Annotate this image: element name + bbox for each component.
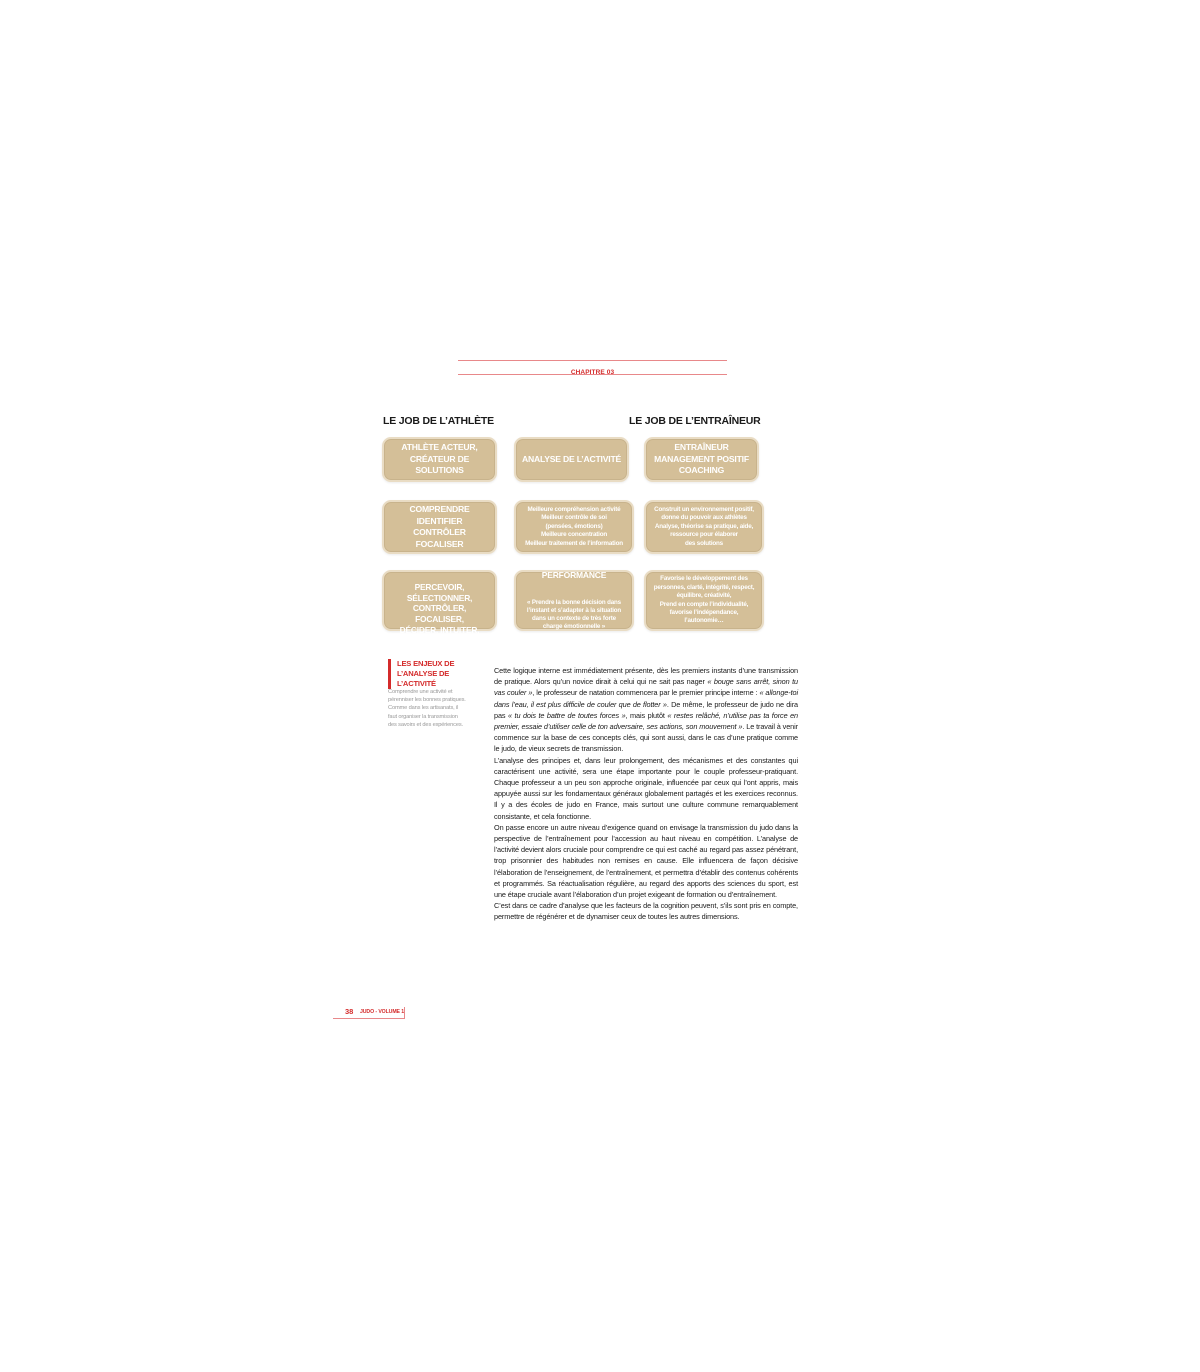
box-athlete-training bbox=[382, 555, 497, 646]
box-understand-text: COMPRENDRE IDENTIFIER CONTRÔLER FOCALISER bbox=[409, 504, 470, 549]
box-athlete-training-intro: S’entraîne, se prépare pour : bbox=[392, 555, 487, 565]
box-athlete-actor bbox=[382, 437, 497, 482]
p1-text-d: , mais plutôt bbox=[625, 710, 668, 720]
box-coach-development-text: Favorise le développement des personnes, clarté, intégrité, respect, équilibre, créativité, Prend en compte l’individualité, favorise l’indépendance, l’autonomie… bbox=[653, 575, 755, 625]
sidebar-heading bbox=[388, 659, 470, 689]
page-footer bbox=[333, 1007, 405, 1019]
page-number: 38 bbox=[345, 1007, 354, 1016]
publication-name: JUDO - VOLUME 1 bbox=[360, 1009, 405, 1015]
p1-text-b: , le professeur de natation commencera par le premier principe interne : bbox=[532, 688, 760, 698]
box-benefits bbox=[514, 500, 634, 554]
p1-text-a: Cette logique interne est immédiatement présente, dès les premiers instants d’une transmission de pratique. Alors qu’un novice dirait à celui qui ne sait pas nager bbox=[494, 666, 798, 687]
sidebar-heading-text: LES ENJEUX DE L’ANALYSE DE L’ACTIVITÉ bbox=[397, 659, 455, 688]
box-coach-management bbox=[644, 437, 759, 482]
box-performance bbox=[514, 570, 634, 631]
box-activity-analysis bbox=[514, 437, 629, 482]
p1-quote-4: « restes relâché, n’utilise pas ta force en premier, essaie d’utiliser celle de ton adversaire, ses actions, son mouvement » bbox=[494, 710, 798, 732]
box-coach-environment-text: Construit un environnement positif, donne du pouvoir aux athlètes Analyse, théorise sa pratique, aide, ressource pour élaborer des solutions bbox=[654, 505, 754, 547]
box-benefits-text: Meilleure compréhension activité Meilleur contrôle de soi (pensées, émotions) Meilleure concentration Meilleur traitement de l’information bbox=[525, 505, 623, 547]
box-coach-environment bbox=[644, 500, 764, 554]
paragraph-1 bbox=[494, 665, 798, 755]
paragraph-4: C’est dans ce cadre d’analyse que les facteurs de la cognition peuvent, s’ils sont pris en compte, permettre de régénérer et de dynamiser ceux de toutes les autres dimensions. bbox=[494, 901, 798, 922]
box-performance-content bbox=[527, 552, 621, 649]
chapter-label: CHAPITRE 03 bbox=[570, 369, 615, 376]
box-performance-quote: « Prendre la bonne décision dans l’instant et s’adapter à la situation dans un contexte de très forte charge émotionnelle » bbox=[526, 599, 622, 630]
sidebar-note: Comprendre une activité et pérenniser les bonnes pratiques. Comme dans les artisanats, il faut organiser la transmission des savoirs et des expériences. bbox=[388, 689, 466, 728]
chapter-header bbox=[458, 360, 727, 375]
box-athlete-training-content bbox=[388, 537, 491, 664]
box-performance-title: PERFORMANCE bbox=[541, 570, 607, 580]
p1-text-c: . De même, le professeur de judo ne dira pas bbox=[494, 699, 798, 720]
p1-quote-2: « allonge-toi dans l’eau, il est plus difficile de couler que de flotter » bbox=[494, 688, 798, 709]
box-coach-management-text: ENTRAÎNEUR MANAGEMENT POSITIF COACHING bbox=[654, 442, 749, 476]
athlete-job-title: LE JOB DE L’ATHLÈTE bbox=[383, 415, 494, 427]
box-activity-analysis-text: ANALYSE DE L’ACTIVITÉ bbox=[521, 453, 622, 464]
p1-quote-1: « bouge sans arrêt, sinon tu vas couler » bbox=[494, 677, 798, 698]
p1-quote-3: « tu dois te battre de toutes forces » bbox=[508, 710, 626, 720]
paragraph-3: On passe encore un autre niveau d’exigence quand on envisage la transmission du judo dans la perspective de l’entraînement pour l’accession au haut niveau en compétition. L’analyse de l’activité devient alors cruciale pour comprendre ce qui est caché au regard pas assez pénétrant, trop prisonnier des habitudes non remises en cause. Elle influencera de façon décisive l’élaboration de l’enseignement, de l’entraînement, et permettra d’établir des contenus cohérents et programmés. Sa réactualisation régulière, au regard des apports des sciences du sport, est une étape cruciale avant l’élaboration d’un projet exigeant de formation ou d’entraînement. bbox=[494, 822, 798, 900]
paragraph-2: L’analyse des principes et, dans leur prolongement, des mécanismes et des constantes qui caractérisent une activité, sera une étape importante pour le couple professeur-pratiquant. Chaque professeur a un peu son approche originale, influencée par ceux qui l’ont appris, mais appuyée aussi sur les fondamentaux généraux globalement partagés et les exercices reconnus. Il y a des écoles de judo en France, mais surtout une culture commune remarquablement consistante, et cela fonctionne. bbox=[494, 755, 798, 821]
coach-job-title: LE JOB DE L’ENTRAÎNEUR bbox=[629, 415, 761, 427]
article-body bbox=[494, 665, 798, 923]
box-athlete-actor-text: ATHLÈTE ACTEUR, CRÉATEUR DE SOLUTIONS bbox=[401, 442, 478, 476]
box-coach-development bbox=[644, 570, 764, 631]
p1-text-e: . Le travail à venir commence sur la base de ces concepts clés, qui sont aussi, dans le cas d’une pratique comme le judo, de vieux secrets de transmission. bbox=[494, 722, 798, 754]
box-athlete-training-skills: PERCEVOIR, SÉLECTIONNER, CONTRÔLER, FOCALISER, DÉCIDER, INTUITER, ANTICIPER, S’ADAPTER bbox=[392, 582, 487, 646]
